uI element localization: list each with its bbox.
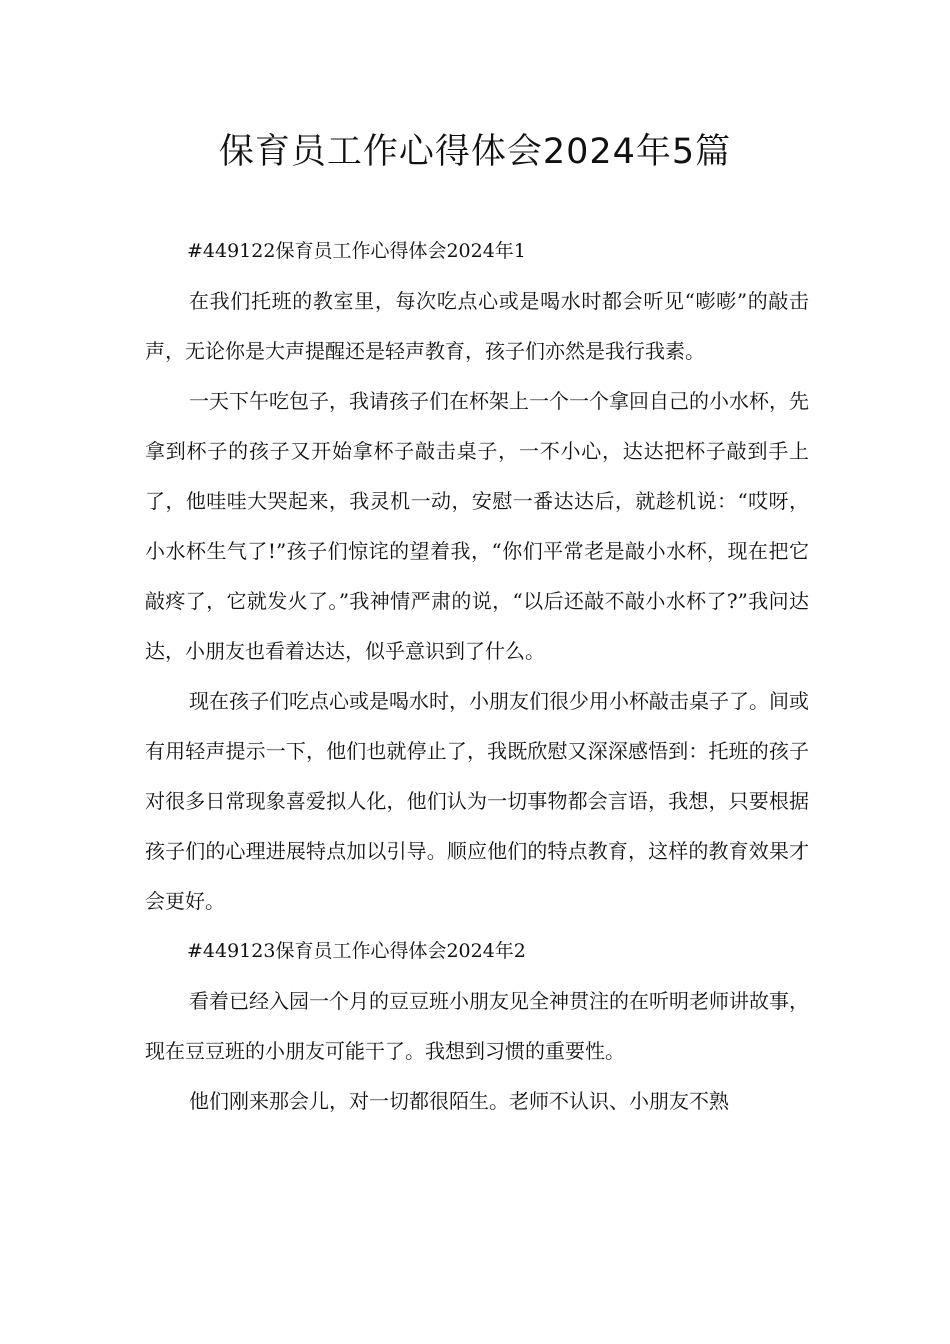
paragraph-5: 他们刚来那会儿，对一切都很陌生。老师不认识、小朋友不熟 — [189, 1089, 729, 1113]
document-body — [145, 226, 809, 1126]
paragraph-2: 一天下午吃包子，我请孩子们在杯架上一个一个拿回自己的小水杯，先拿到杯子的孩子又开始拿杯子敲击桌子，一不小心，达达把杯子敲到手上了，他哇哇大哭起来，我灵机一动，安慰一番达达后，就趁机说：“哎呀，小水杯生气了!”孩子们惊诧的望着我，“你们平常老是敲小水杯，现在把它敲疼了，它就发火了。”我神情严肃的说，“以后还敲不敲小水杯了?”我问达达，小朋友也看着达达，似乎意识到了什么。 — [145, 389, 809, 663]
document-title: 保育员工作心得体会2024年5篇 — [218, 132, 732, 172]
paragraph-3: 现在孩子们吃点心或是喝水时，小朋友们很少用小杯敲击桌子了。间或有用轻声提示一下，他们也就停止了，我既欣慰又深深感悟到：托班的孩子对很多日常现象喜爱拟人化，他们认为一切事物都会言语，我想，只要根据孩子们的心理进展特点加以引导。顺应他们的特点教育，这样的教育效果才会更好。 — [145, 689, 809, 913]
section-heading-1: #449122保育员工作心得体会2024年1 — [187, 240, 526, 262]
paragraph-1: 在我们托班的教室里，每次吃点心或是喝水时都会听见“嘭嘭”的敲击声，无论你是大声提醒还是轻声教育，孩子们亦然是我行我素。 — [145, 289, 809, 363]
section-heading-2: #449123保育员工作心得体会2024年2 — [187, 940, 526, 962]
paragraph-4: 看着已经入园一个月的豆豆班小朋友见全神贯注的在听明老师讲故事，现在豆豆班的小朋友可能干了。我想到习惯的重要性。 — [145, 989, 809, 1063]
